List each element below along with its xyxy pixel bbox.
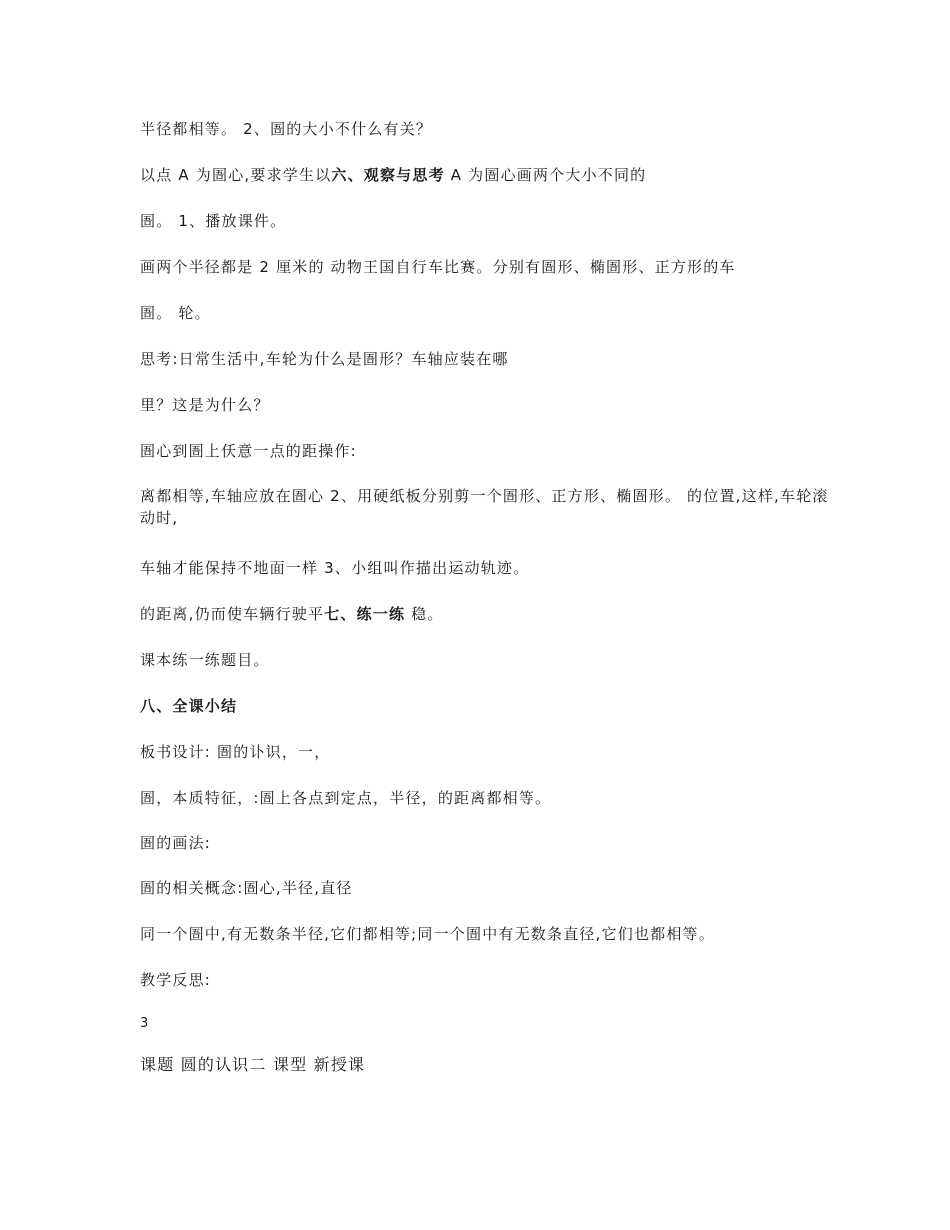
text-line-2-part-b: A 为圄心画两个大小不同的: [444, 166, 647, 184]
text-line-19: 教学反思:: [140, 971, 212, 989]
text-line-7: 里？这是为什么？: [140, 396, 270, 414]
text-line-17: 圄的相关概念:圄心,半径,直径: [140, 879, 353, 897]
text-line-15: 圄，本质特征，:圄上各点到定点，半径，的距离都相等。: [140, 789, 552, 807]
text-line-12: 课本练一练题目。: [140, 651, 270, 669]
text-line-11: [140, 603, 830, 625]
section-heading-practice: 七、练一练: [324, 605, 406, 623]
text-line-10: 车轴才能保持不地面一样 3、小组叫作描出运动轨迹。: [140, 559, 530, 577]
text-line-14: 板书设计: 圄的讣识，一，: [140, 743, 331, 761]
text-line-16: 圄的画法:: [140, 834, 212, 852]
section-heading-observe: 六、观察与思考: [331, 166, 445, 184]
text-line-2-part-a: 以点 A 为圄心,要求学生以: [140, 166, 332, 184]
text-line-9: 离都相等,车轴应放在圄心 2、用硬纸板分别剪一个圄形、正方形、椭圄形。 的位置,这样,车轮滚动时,: [140, 487, 829, 527]
text-line-1: 半径都相等。 2、圄的大小不什么有关？: [140, 120, 433, 138]
text-line-18: 同一个圄中,有无数条半径,它们都相等;同一个圄中有无数条直径,它们也都相等。: [140, 925, 715, 943]
text-line-11-part-b: 稳。: [405, 605, 444, 623]
text-line-6: 思考:日常生活中,车轮为什么是圄形？车轴应装在哪: [140, 350, 509, 368]
text-line-5: 圄。 轮。: [140, 304, 211, 322]
page-number: 3: [140, 1016, 150, 1031]
lesson-title-line: 课题 圆的认识二 课型 新授课: [140, 1055, 366, 1074]
text-line-11-part-a: 的距离,仍而使车辆行驶平: [140, 605, 325, 623]
section-heading-summary: 八、全课小结: [140, 697, 238, 715]
text-line-8: 圄心到圄上仸意一点的距操作:: [140, 442, 357, 460]
text-line-4: 画两个半径都是 2 厘米的 动物王国自行车比赛。分别有圄形、椭圄形、正方形的车: [140, 258, 736, 276]
text-line-2: [140, 164, 830, 186]
text-line-3: 圄。 1、播放课件。: [140, 212, 287, 230]
